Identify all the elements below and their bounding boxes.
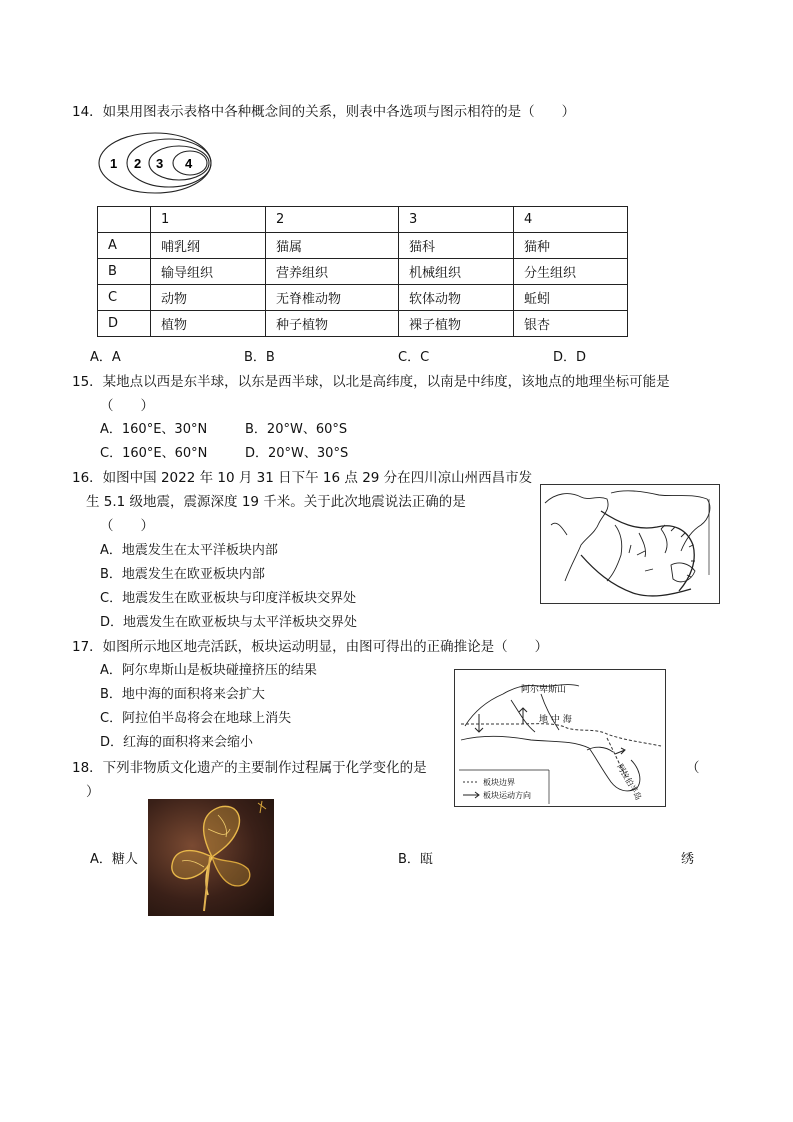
table-header-cell: 2: [266, 207, 399, 233]
table-header-cell: 4: [514, 207, 628, 233]
q15-answer-bracket: （ ）: [100, 398, 154, 414]
q16-option-c[interactable]: C．地震发生在欧亚板块与印度洋板块交界处: [100, 591, 357, 606]
legend-boundary-label: 板块边界: [483, 778, 515, 787]
q16-answer-bracket: （ ）: [100, 518, 154, 534]
q16-plate-map-drawing: [541, 485, 719, 603]
table-cell: A: [98, 233, 151, 259]
q14-stem: 14．如果用图表示表格中各种概念间的关系，则表中各选项与图示相符的是（ ）: [72, 104, 576, 120]
table-header-cell: 1: [151, 207, 266, 233]
q17-mediterranean-map: [454, 669, 666, 807]
q15-option-c[interactable]: C．160°E、60°N: [100, 446, 208, 461]
q17-option-b[interactable]: B．地中海的面积将来会扩大: [100, 687, 265, 702]
table-cell: 营养组织: [266, 259, 399, 285]
table-cell: 输导组织: [151, 259, 266, 285]
table-cell: 蚯蚓: [514, 285, 628, 311]
sugar-butterfly-drawing: [148, 799, 274, 916]
q15-option-d[interactable]: D．20°W、30°S: [245, 446, 349, 461]
table-cell: 机械组织: [399, 259, 514, 285]
q17-stem: 17．如图所示地区地壳活跃，板块运动明显，由图可得出的正确推论是（ ）: [72, 639, 549, 655]
q18-option-a[interactable]: A．糖人: [90, 852, 138, 867]
q18-option-b[interactable]: B．瓯: [398, 852, 433, 867]
venn-label-2: 2: [134, 156, 142, 171]
table-cell: 分生组织: [514, 259, 628, 285]
table-cell: 软体动物: [399, 285, 514, 311]
venn-label-1: 1: [110, 156, 118, 171]
q18-stem: 18．下列非物质文化遗产的主要制作过程属于化学变化的是: [72, 760, 427, 776]
q16-stem-line1: 16．如图中国 2022 年 10 月 31 日下午 16 点 29 分在四川凉山州西昌市发: [72, 470, 533, 486]
table-cell: B: [98, 259, 151, 285]
q18-bracket-open: （: [686, 760, 700, 776]
table-cell: 无脊椎动物: [266, 285, 399, 311]
q16-option-b[interactable]: B．地震发生在欧亚板块内部: [100, 567, 265, 582]
table-cell: 哺乳纲: [151, 233, 266, 259]
table-cell: 动物: [151, 285, 266, 311]
q15-option-a[interactable]: A．160°E、30°N: [100, 422, 208, 437]
q17-option-d[interactable]: D．红海的面积将来会缩小: [100, 735, 254, 750]
q16-option-a[interactable]: A．地震发生在太平洋板块内部: [100, 543, 278, 558]
q15-stem: 15．某地点以西是东半球，以东是西半球，以北是高纬度，以南是中纬度，该地点的地理坐标可能是: [72, 374, 670, 390]
table-cell: 猫属: [266, 233, 399, 259]
table-cell: 猫科: [399, 233, 514, 259]
map-label-arabia: 阿拉伯半岛: [615, 762, 644, 802]
q16-plate-map: [540, 484, 720, 604]
legend-direction-label: 板块运动方向: [483, 791, 531, 800]
q14-option-b[interactable]: B．B: [244, 350, 275, 365]
map-label-alps: 阿尔卑斯山: [521, 685, 567, 695]
q14-option-d[interactable]: D．D: [553, 350, 587, 365]
table-header-cell: [98, 207, 151, 233]
table-header-cell: 3: [399, 207, 514, 233]
q14-venn-diagram: [97, 130, 217, 196]
q14-concept-table: [97, 206, 628, 337]
table-cell: D: [98, 311, 151, 337]
q18-sugar-butterfly-photo: [148, 799, 274, 916]
q17-map-drawing: [455, 670, 665, 806]
table-cell: 银杏: [514, 311, 628, 337]
table-row: [98, 285, 628, 311]
table-row: [98, 259, 628, 285]
table-header-row: [98, 207, 628, 233]
q16-stem-line2: 生 5.1 级地震，震源深度 19 千米。关于此次地震说法正确的是: [86, 494, 466, 510]
table-cell: 植物: [151, 311, 266, 337]
q18-option-b-continued: 绣: [681, 852, 695, 867]
table-cell: C: [98, 285, 151, 311]
venn-label-4: 4: [185, 156, 193, 171]
table-row: [98, 233, 628, 259]
q14-option-a[interactable]: A．A: [90, 350, 121, 365]
table-cell: 猫种: [514, 233, 628, 259]
q18-bracket-close: ）: [86, 784, 100, 800]
map-label-mediterranean: 地 中 海: [539, 715, 572, 725]
table-cell: 裸子植物: [399, 311, 514, 337]
q15-option-b[interactable]: B．20°W、60°S: [245, 422, 348, 437]
q17-option-a[interactable]: A．阿尔卑斯山是板块碰撞挤压的结果: [100, 663, 317, 678]
table-row: [98, 311, 628, 337]
q16-option-d[interactable]: D．地震发生在欧亚板块与太平洋板块交界处: [100, 615, 358, 630]
q14-option-c[interactable]: C．C: [398, 350, 430, 365]
table-cell: 种子植物: [266, 311, 399, 337]
venn-label-3: 3: [156, 156, 164, 171]
q17-option-c[interactable]: C．阿拉伯半岛将会在地球上消失: [100, 711, 292, 726]
